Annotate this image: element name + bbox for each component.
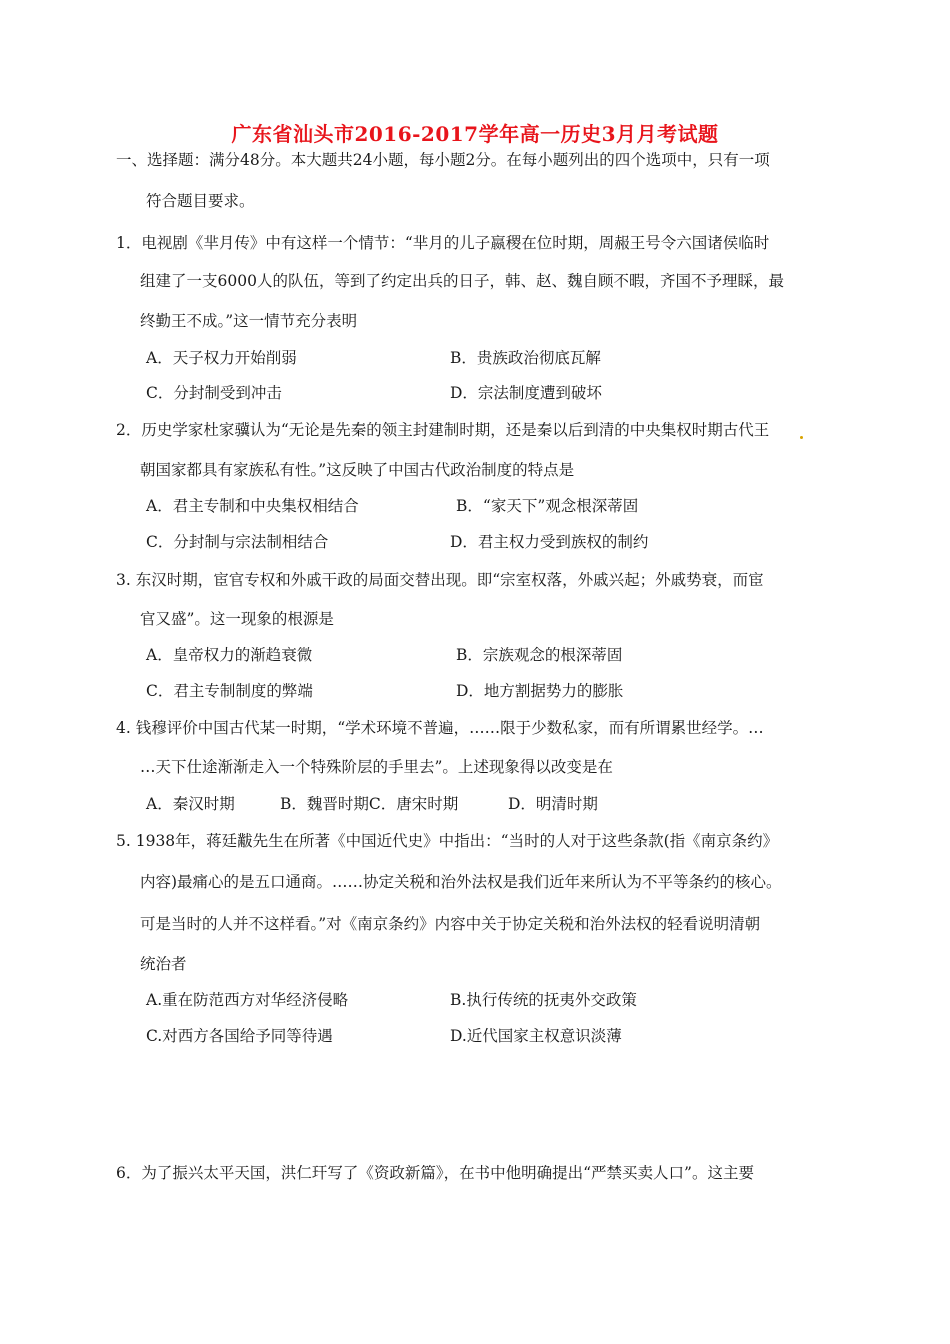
option-d[interactable]: D．明清时期 xyxy=(508,795,598,813)
question-stem-line: …天下仕途渐渐走入一个特殊阶层的手里去”。上述现象得以改变是在 xyxy=(140,758,613,776)
question-stem-line: 组建了一支6000人的队伍，等到了约定出兵的日子，韩、赵、魏自顾不暇，齐国不予理睬，最 xyxy=(140,272,784,290)
question-stem-line: 3. 东汉时期，宦官专权和外戚干政的局面交替出现。即“宗室权落，外戚兴起；外戚势衰，而宦 xyxy=(116,571,764,589)
option-a[interactable]: A．君主专制和中央集权相结合 xyxy=(146,497,359,515)
question-stem-line: 4. 钱穆评价中国古代某一时期，“学术环境不普遍，……限于少数私家，而有所谓累世经学。… xyxy=(116,719,764,737)
question-stem-line: 内容)最痛心的是五口通商。……协定关税和治外法权是我们近年来所认为不平等条约的核心。 xyxy=(140,873,782,891)
option-b[interactable]: B．“家天下”观念根深蒂固 xyxy=(456,497,639,515)
option-a[interactable]: A．皇帝权力的渐趋衰微 xyxy=(146,646,313,664)
option-d[interactable]: D.近代国家主权意识淡薄 xyxy=(450,1027,622,1045)
question-stem-line: 6．为了振兴太平天国，洪仁玕写了《资政新篇》，在书中他明确提出“严禁买卖人口”。这主要 xyxy=(116,1164,754,1182)
question-stem-line: 1．电视剧《芈月传》中有这样一个情节：“芈月的儿子嬴稷在位时期，周赧王号令六国诸侯临时 xyxy=(116,234,770,252)
page-title: 广东省汕头市2016-2017学年高一历史3月月考试题 xyxy=(231,122,719,146)
option-a[interactable]: A.重在防范西方对华经济侵略 xyxy=(146,991,349,1009)
question-stem-line: 5. 1938年，蒋廷黻先生在所著《中国近代史》中指出：“当时的人对于这些条款(指《南京条约》 xyxy=(116,832,779,850)
question-stem-line: 可是当时的人并不这样看。”对《南京条约》内容中关于协定关税和治外法权的轻看说明清朝 xyxy=(140,915,761,933)
option-c[interactable]: C．君主专制制度的弊端 xyxy=(146,682,313,700)
section-instruction-line-1: 一、选择题：满分48分。本大题共24小题，每小题2分。在每小题列出的四个选项中，只有一项 xyxy=(116,151,770,169)
option-c[interactable]: C．分封制受到冲击 xyxy=(146,384,282,402)
option-a[interactable]: A．秦汉时期 xyxy=(146,795,235,813)
question-stem-line: 统治者 xyxy=(140,955,187,973)
option-b-c[interactable]: B．魏晋时期C．唐宋时期 xyxy=(280,795,459,813)
option-c[interactable]: C．分封制与宗法制相结合 xyxy=(146,533,329,551)
option-d[interactable]: D．地方割据势力的膨胀 xyxy=(456,682,624,700)
scan-speck xyxy=(800,436,803,439)
option-d[interactable]: D．君主权力受到族权的制约 xyxy=(450,533,649,551)
question-stem-line: 朝国家都具有家族私有性。”这反映了中国古代政治制度的特点是 xyxy=(140,461,575,479)
option-b[interactable]: B．宗族观念的根深蒂固 xyxy=(456,646,623,664)
option-b[interactable]: B．贵族政治彻底瓦解 xyxy=(450,349,601,367)
option-d[interactable]: D．宗法制度遭到破坏 xyxy=(450,384,602,402)
section-instruction-line-2: 符合题目要求。 xyxy=(146,192,255,210)
question-stem-line: 官又盛”。这一现象的根源是 xyxy=(140,610,334,628)
option-b[interactable]: B.执行传统的抚夷外交政策 xyxy=(450,991,637,1009)
question-stem-line: 终勤王不成。”这一情节充分表明 xyxy=(140,312,358,330)
option-c[interactable]: C.对西方各国给予同等待遇 xyxy=(146,1027,333,1045)
option-a[interactable]: A．天子权力开始削弱 xyxy=(146,349,297,367)
question-stem-line: 2．历史学家杜家骥认为“无论是先秦的领主封建制时期，还是秦以后到清的中央集权时期古代王 xyxy=(116,421,770,439)
